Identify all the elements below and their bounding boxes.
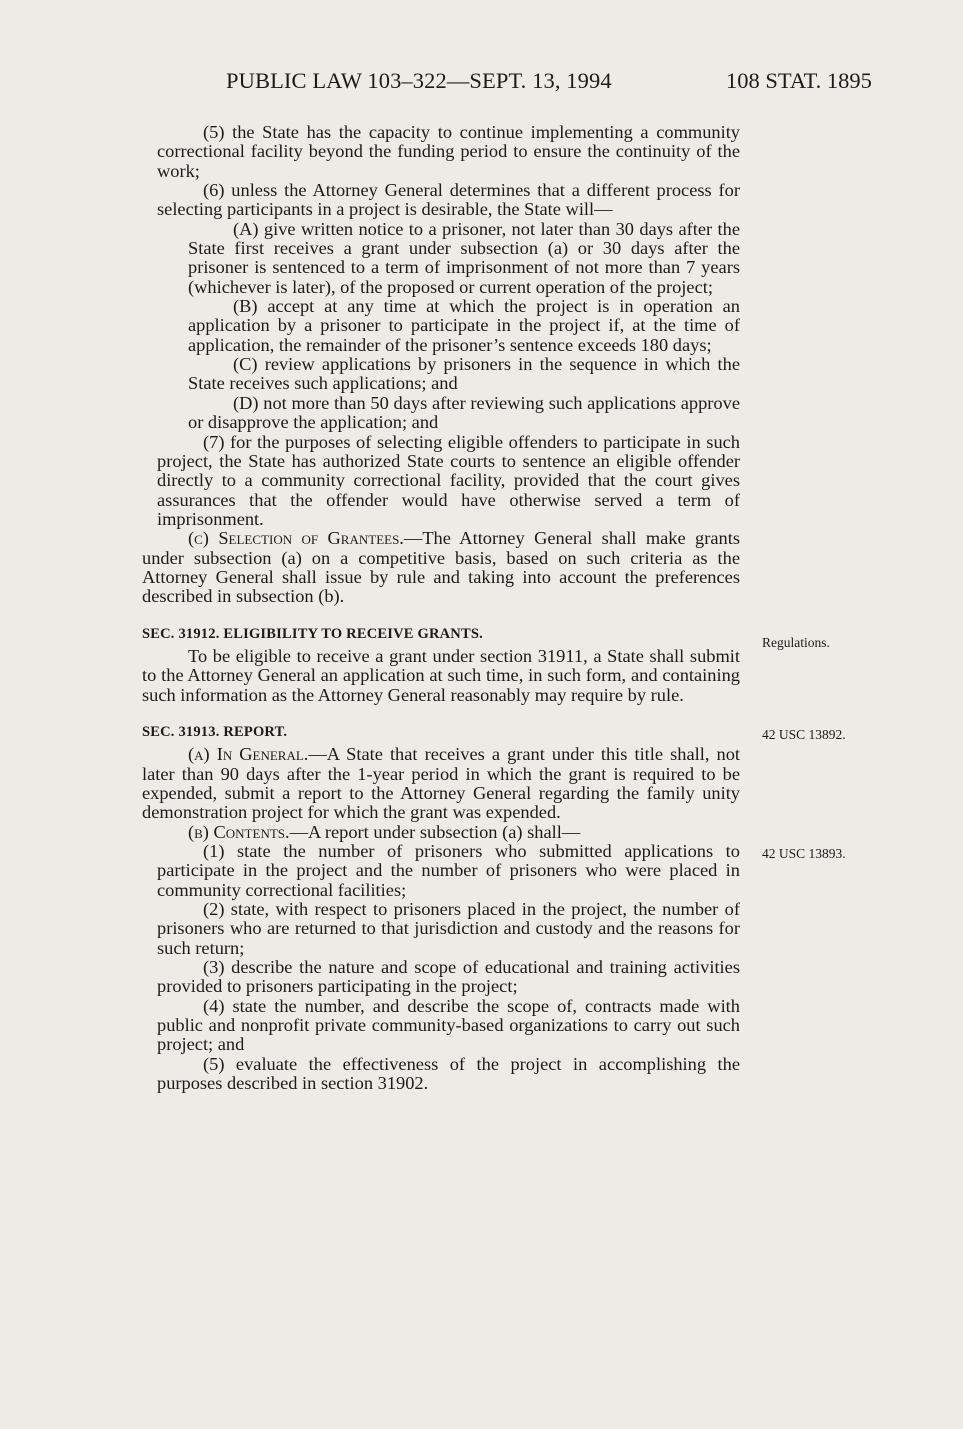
paragraph-7: (7) for the purposes of selecting eligible offenders to participate in such project, the State has authorized State courts to sentence an eligible offender directly to a community correctional facility, provided that the court gives assurances that the offender would have otherwise served a term of imprisonment.: [157, 431, 740, 529]
page-header-title: PUBLIC LAW 103–322—SEPT. 13, 1994: [226, 68, 612, 93]
margin-note-regulations: Regulations.: [762, 635, 830, 650]
paragraph-b2: (2) state, with respect to prisoners placed in the project, the number of prisoners who are returned to that jurisdiction and custody and the reasons for such return;: [157, 899, 740, 958]
subsection-b: [142, 823, 740, 842]
margin-note-usc-13893: 42 USC 13893.: [762, 846, 846, 861]
paragraph-6d: (D) not more than 50 days after reviewing such applications approve or disapprove the application; and: [188, 392, 740, 433]
paragraph-5: (5) the State has the capacity to continue implementing a community correctional facility beyond the funding period to ensure the continuity of the work;: [157, 122, 740, 181]
section-31912-text: To be eligible to receive a grant under section 31911, a State shall submit to the Attorney General an application at such time, in such form, and containing such information as the Attorney General reasonably may require by rule.: [142, 645, 740, 705]
paragraph-6c: (C) review applications by prisoners in the sequence in which the State receives such applications; and: [188, 354, 740, 394]
paragraph-b3: (3) describe the nature and scope of educational and training activities provided to prisoners participating in the project;: [157, 957, 740, 997]
subsection-c: [142, 529, 740, 606]
margin-note-usc-13892: 42 USC 13892.: [762, 727, 846, 742]
section-31912-heading: SEC. 31912. ELIGIBILITY TO RECEIVE GRANTS.: [142, 625, 483, 642]
subsection-a: [142, 745, 740, 822]
paragraph-b4: (4) state the number, and describe the scope of, contracts made with public and nonprofit private community-based organizations to carry out such project; and: [157, 995, 740, 1055]
subsection-b-text: —A report under subsection (a) shall—: [289, 821, 581, 842]
subsection-b-label: (b) Contents.: [188, 821, 290, 842]
subsection-a-label: (a) In General.: [188, 744, 309, 765]
paragraph-6a: (A) give written notice to a prisoner, not later than 30 days after the State first receives a grant under subsection (a) or 30 days after the prisoner is sentenced to a term of imprisonment of not more than 7 years (whichever is later), of the proposed or current operation of the project;: [188, 218, 740, 297]
paragraph-6b: (B) accept at any time at which the project is in operation an application by a prisoner to participate in the project if, at the time of application, the remainder of the prisoner’s sentence exceeds 180 days;: [188, 296, 740, 355]
subsection-a-text: —A State that receives a grant under this title shall, not later than 90 days after the 1-year period in which the grant is required to be expended, submit a report to the Attorney General regarding the family unity demonstration project for which the grant was expended.: [142, 744, 740, 823]
paragraph-6: (6) unless the Attorney General determines that a different process for selecting participants in a project is desirable, the State will—: [157, 180, 740, 220]
subsection-c-text: —The Attorney General shall make grants under subsection (a) on a competitive basis, based on such criteria as the Attorney General shall issue by rule and taking into account the preferences described in subsection (b).: [142, 528, 741, 607]
subsection-c-label: (c) Selection of Grantees.: [188, 528, 404, 549]
paragraph-b5: (5) evaluate the effectiveness of the project in accomplishing the purposes described in section 31902.: [157, 1053, 740, 1094]
page-header-stat: 108 STAT. 1895: [726, 68, 872, 93]
section-31913-heading: SEC. 31913. REPORT.: [142, 723, 288, 740]
body-text: [142, 123, 740, 1094]
paragraph-b1: (1) state the number of prisoners who submitted applications to participate in the project and the number of prisoners who were placed in community correctional facilities;: [157, 841, 740, 900]
